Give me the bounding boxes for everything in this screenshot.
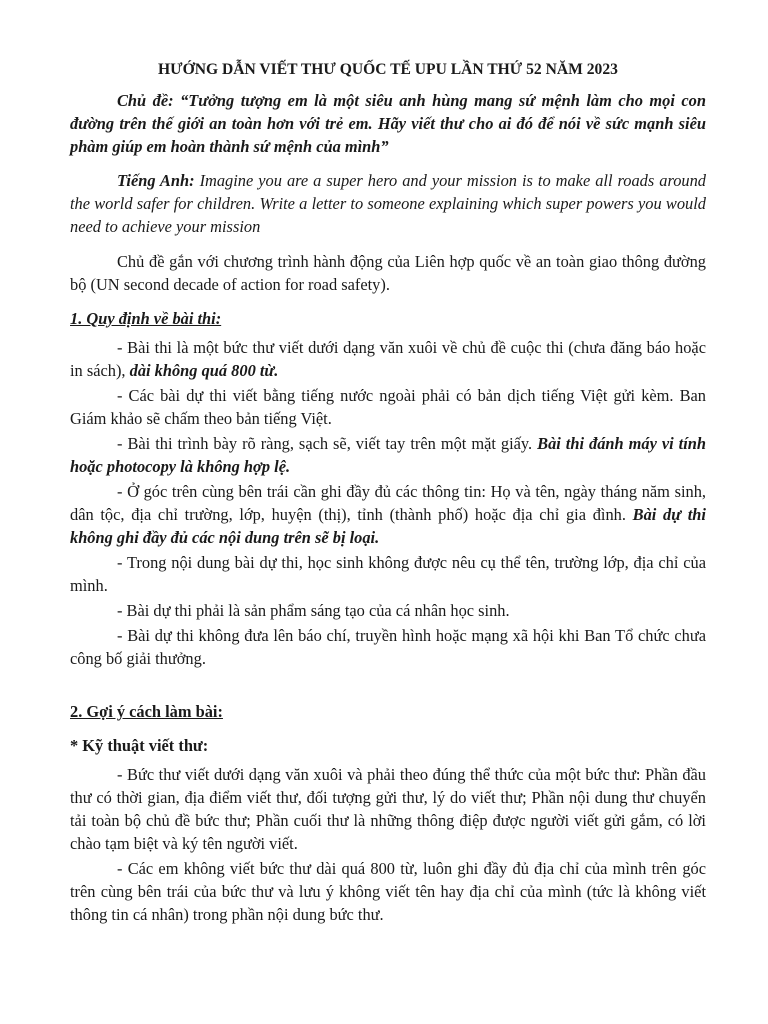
rule-item — [70, 384, 706, 430]
rule-item-text: - Trong nội dung bài dự thi, học sinh không được nêu cụ thể tên, trường lớp, địa chỉ của mình. — [70, 553, 706, 595]
rule-item-text: - Bài thi là một bức thư viết dưới dạng văn xuôi về chủ đề cuộc thi (chưa đăng báo hoặc in sách), — [70, 338, 706, 380]
intro-paragraph: Chủ đề gắn với chương trình hành động của Liên hợp quốc về an toàn giao thông đường bộ (UN second decade of action for road safety). — [70, 252, 706, 294]
rule-item-text: - Bài thi trình bày rõ ràng, sạch sẽ, viết tay trên một mặt giấy. — [117, 434, 538, 453]
rule-item — [70, 551, 706, 597]
rule-item-text: - Ở góc trên cùng bên trái cần ghi đầy đủ các thông tin: Họ và tên, ngày tháng năm sinh, dân tộc, địa chỉ trường, lớp, huyện (thị), tỉnh (thành phố) hoặc địa chỉ gia đình. — [70, 482, 706, 524]
guide-item: - Các em không viết bức thư dài quá 800 từ, luôn ghi đầy đủ địa chỉ của mình trên góc trên cùng bên trái của bức thư và lưu ý không viết tên hay địa chỉ của mình (tức là không viết thông tin cá nhân) trong phần nội dung bức thư. — [70, 859, 706, 924]
section2-subheading: * Kỹ thuật viết thư: — [70, 736, 209, 755]
theme-english-label: Tiếng Anh: — [117, 171, 195, 190]
rule-item — [70, 336, 706, 382]
rule-item-text: - Bài dự thi phải là sản phẩm sáng tạo của cá nhân học sinh. — [117, 601, 510, 620]
rule-item-emphasis: dài không quá 800 từ. — [129, 361, 279, 380]
rule-item — [70, 599, 706, 622]
rule-item — [70, 480, 706, 549]
rule-item — [70, 624, 706, 670]
theme-english — [70, 169, 706, 238]
section2-heading: 2. Gợi ý cách làm bài: — [70, 702, 223, 721]
guide-item: - Bức thư viết dưới dạng văn xuôi và phải theo đúng thể thức của một bức thư: Phần đầu thư có thời gian, địa điểm viết thư, đối tượng gửi thư, lý do viết thư; Phần nội dung thư chuyển tải toàn bộ chủ đề bức thư; Phần cuối thư là những thông điệp được người viết gửi gắm, có lời chào tạm biệt và ký tên người viết. — [70, 765, 706, 853]
rule-item-emphasis: Bài dự thi không ghi đầy đủ các nội dung trên sẽ bị loại. — [70, 505, 706, 547]
rule-item-text: - Các bài dự thi viết bằng tiếng nước ngoài phải có bản dịch tiếng Việt gửi kèm. Ban Giám khảo sẽ chấm theo bản tiếng Việt. — [70, 386, 706, 428]
rule-item — [70, 432, 706, 478]
rule-item-text: - Bài dự thi không đưa lên báo chí, truyền hình hoặc mạng xã hội khi Ban Tổ chức chưa công bố giải thưởng. — [70, 626, 706, 668]
document-title: HƯỚNG DẪN VIẾT THƯ QUỐC TẾ UPU LẦN THỨ 52 NĂM 2023 — [158, 61, 618, 78]
rule-item-emphasis: Bài thi đánh máy vi tính hoặc photocopy là không hợp lệ. — [70, 434, 706, 476]
theme-vietnamese: Chủ đề: “Tưởng tượng em là một siêu anh hùng mang sứ mệnh làm cho mọi con đường trên thế giới an toàn hơn với trẻ em. Hãy viết thư cho ai đó để nói về sức mạnh siêu phàm giúp em hoàn thành sứ mệnh của mình” — [70, 91, 706, 156]
theme-english-text: Imagine you are a super hero and your mission is to make all roads around the world safer for children. Write a letter to someone explaining which super powers you would need to achieve your mission — [70, 171, 707, 236]
section1-heading: 1. Quy định về bài thi: — [70, 309, 222, 328]
